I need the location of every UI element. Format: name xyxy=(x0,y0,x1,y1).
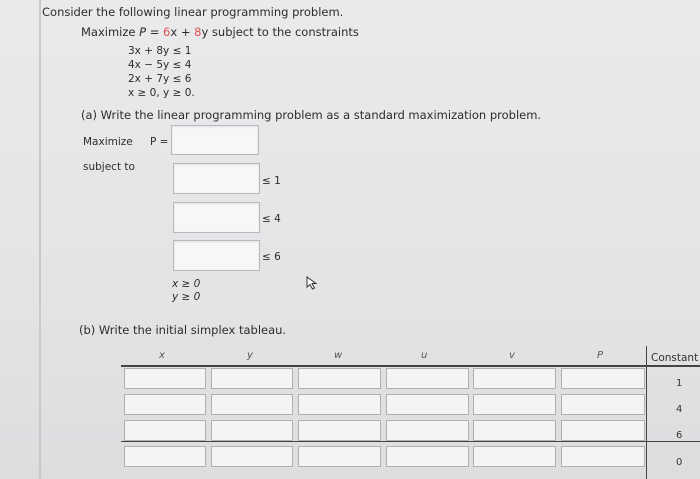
header-y: y xyxy=(247,350,253,361)
constant-row-1: 1 xyxy=(676,378,683,389)
tableau-cell[interactable] xyxy=(386,446,469,467)
tableau-cell[interactable] xyxy=(561,446,645,467)
tableau-objective-rule xyxy=(121,441,700,442)
constraint-2: 4x − 5y ≤ 4 xyxy=(128,59,192,71)
tableau-cell[interactable] xyxy=(124,446,206,467)
tableau-cell[interactable] xyxy=(561,368,645,389)
tableau-cell[interactable] xyxy=(211,420,293,441)
constraint-nonneg: x ≥ 0, y ≥ 0. xyxy=(128,87,195,99)
header-constant: Constant xyxy=(651,352,699,364)
header-w: w xyxy=(334,350,343,361)
constraint-2-input[interactable] xyxy=(173,202,260,233)
tableau-cell[interactable] xyxy=(124,394,206,415)
tableau-cell[interactable] xyxy=(211,368,293,389)
tableau-cell[interactable] xyxy=(473,394,556,415)
tableau-cell[interactable] xyxy=(124,420,206,441)
header-v: v xyxy=(509,350,515,361)
maximize-label: Maximize xyxy=(83,136,133,148)
tableau-cell[interactable] xyxy=(473,420,556,441)
tableau-cell[interactable] xyxy=(386,420,469,441)
constraint-3-input[interactable] xyxy=(173,240,260,271)
constraint-3: 2x + 7y ≤ 6 xyxy=(128,73,192,85)
tableau-cell[interactable] xyxy=(211,394,293,415)
part-a-label: (a) Write the linear programming problem as a standard maximization problem. xyxy=(81,108,542,122)
tableau-cell[interactable] xyxy=(561,394,645,415)
objective-input[interactable] xyxy=(171,125,259,155)
constraint-1-input[interactable] xyxy=(173,163,260,194)
tableau-cell[interactable] xyxy=(298,446,381,467)
constant-row-4: 0 xyxy=(676,457,683,468)
p-equals-label: P = xyxy=(150,136,169,148)
header-x: x xyxy=(159,350,165,361)
left-margin-line xyxy=(39,0,41,479)
intro-text: Consider the following linear programming problem. xyxy=(42,5,344,19)
tableau-cell[interactable] xyxy=(386,368,469,389)
tableau-cell[interactable] xyxy=(298,368,381,389)
tableau-cell[interactable] xyxy=(561,420,645,441)
tableau-cell[interactable] xyxy=(124,368,206,389)
constraint-1-rhs: ≤ 1 xyxy=(262,175,281,187)
constraint-1: 3x + 8y ≤ 1 xyxy=(128,45,192,57)
subject-to-label: subject to xyxy=(83,161,135,173)
tableau-constant-divider xyxy=(646,346,647,479)
part-b-label: (b) Write the initial simplex tableau. xyxy=(79,323,287,337)
tableau-header-rule xyxy=(121,365,700,367)
tableau-cell[interactable] xyxy=(386,394,469,415)
constraint-3-rhs: ≤ 6 xyxy=(262,251,281,263)
constant-row-3: 6 xyxy=(676,430,683,441)
y-nonneg: y ≥ 0 xyxy=(172,291,201,303)
tableau-cell[interactable] xyxy=(298,420,381,441)
header-p: P xyxy=(597,350,604,361)
tableau-cell[interactable] xyxy=(473,368,556,389)
x-nonneg: x ≥ 0 xyxy=(172,278,201,290)
constant-row-2: 4 xyxy=(676,404,683,415)
header-u: u xyxy=(421,350,428,361)
tableau-cell[interactable] xyxy=(298,394,381,415)
objective-statement: Maximize P = 6x + 8y subject to the constraints xyxy=(81,25,359,39)
mouse-pointer-icon xyxy=(306,276,318,290)
tableau-cell[interactable] xyxy=(211,446,293,467)
tableau-cell[interactable] xyxy=(473,446,556,467)
constraint-2-rhs: ≤ 4 xyxy=(262,213,281,225)
